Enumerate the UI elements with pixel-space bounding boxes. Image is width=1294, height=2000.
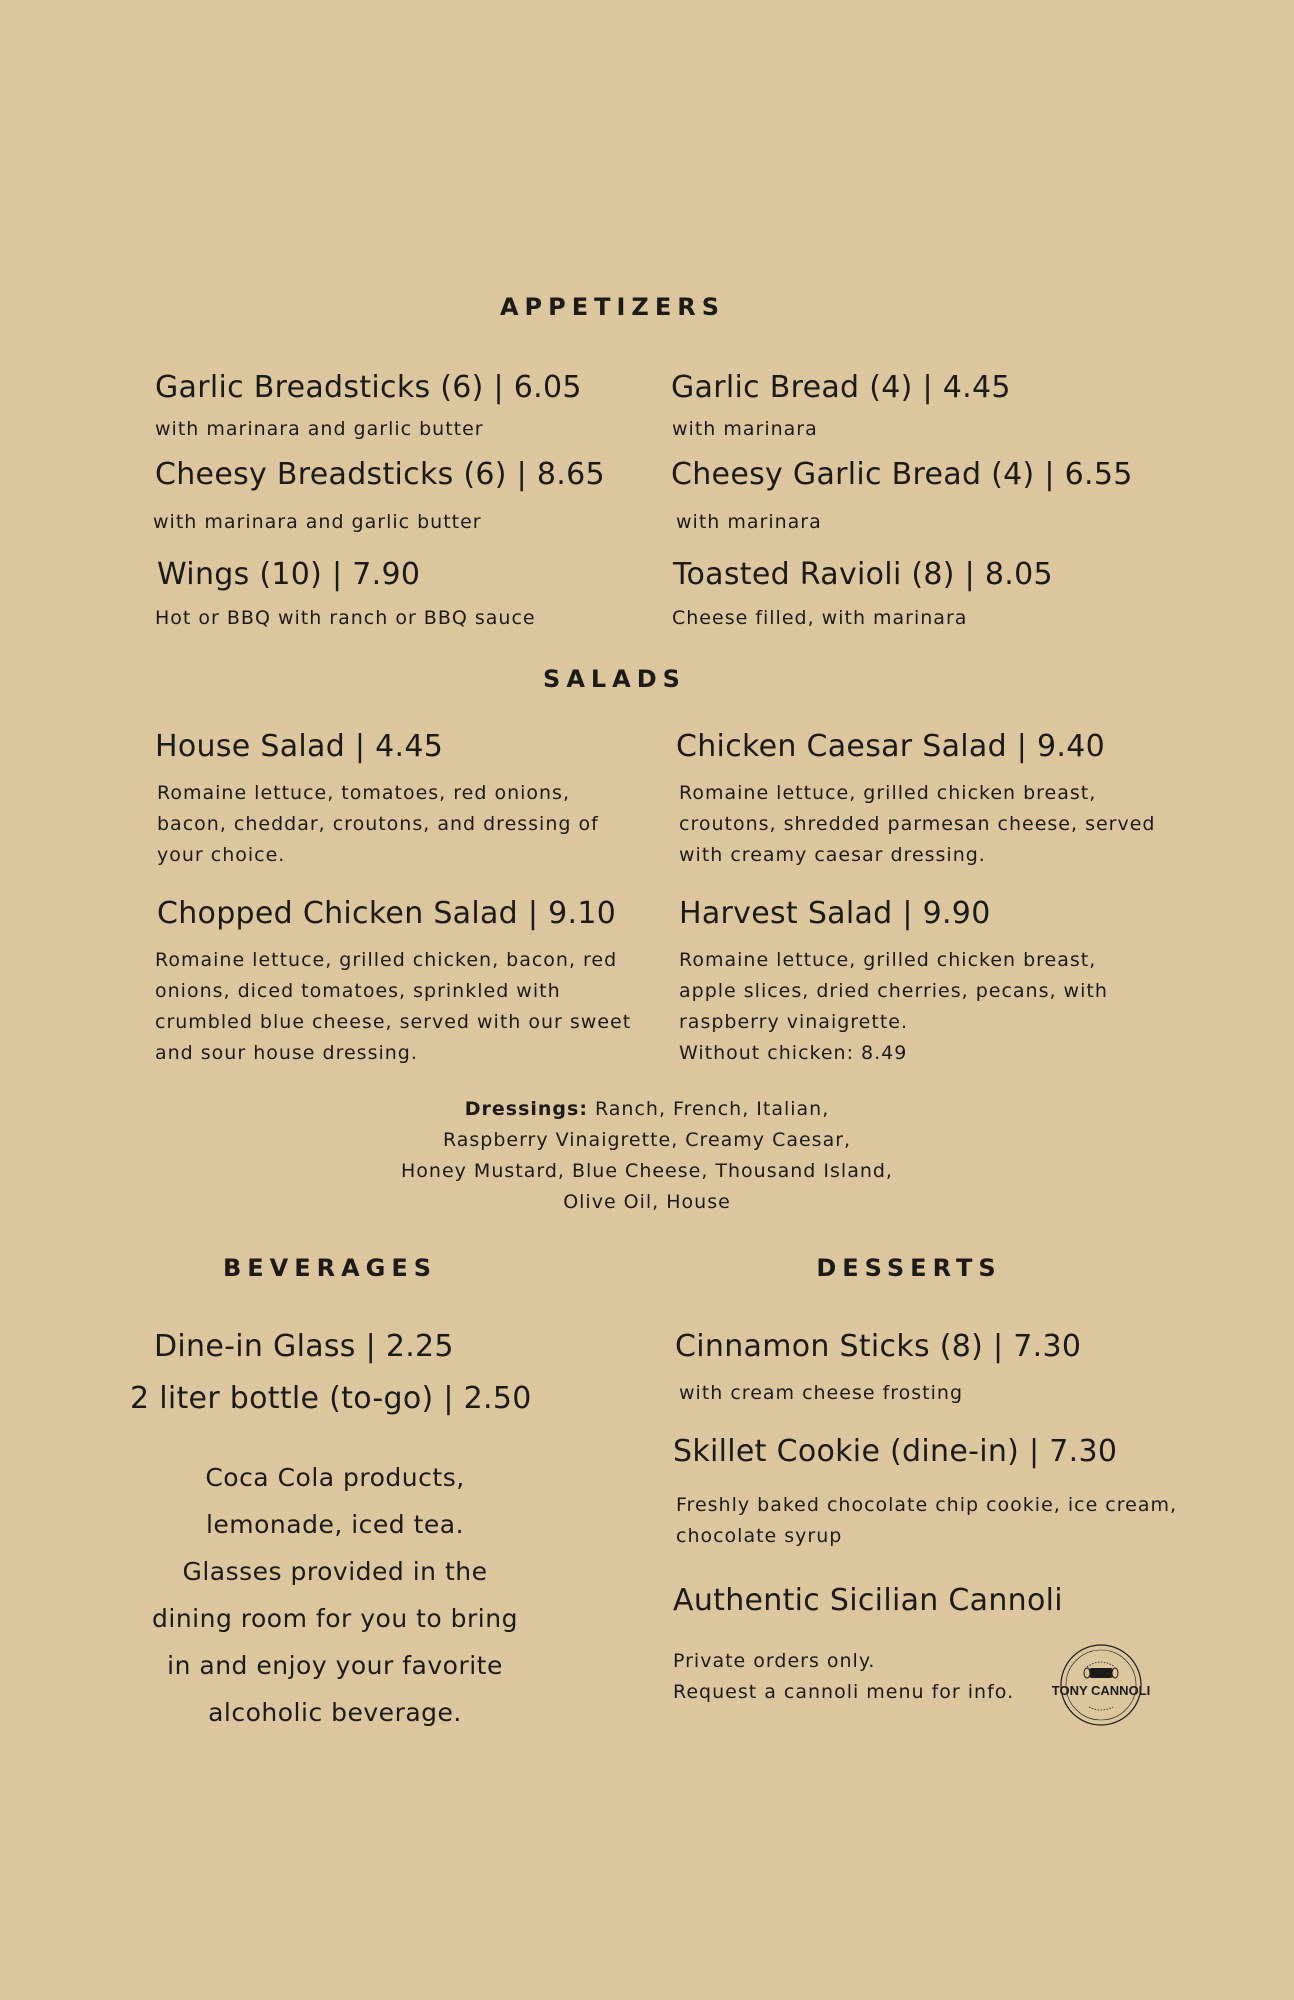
menu-item-description: Freshly baked chocolate chip cookie, ice cream, chocolate syrup (676, 1494, 1178, 1547)
menu-item-description: Romaine lettuce, grilled chicken, bacon, red onions, diced tomatoes, sprinkled with crumbled blue cheese, served with our sweet and sour house dressing. (155, 949, 632, 1064)
menu-item-description: with marinara and garlic butter (153, 511, 482, 533)
menu-item-title: Cheesy Breadsticks (6) | 8.65 (155, 457, 605, 492)
menu-item-title: House Salad | 4.45 (155, 729, 444, 764)
appetizers-heading: APPETIZERS (499, 293, 725, 321)
menu-item-description: Private orders only. Request a cannoli menu for info. (673, 1650, 1015, 1703)
menu-item-title: Skillet Cookie (dine-in) | 7.30 (673, 1434, 1118, 1469)
logo-text: TONY CANNOLI (1051, 1683, 1151, 1698)
menu-item-title: Chopped Chicken Salad | 9.10 (157, 896, 617, 931)
menu-item-title: 2 liter bottle (to-go) | 2.50 (130, 1381, 532, 1416)
menu-item-description: with cream cheese frosting (679, 1382, 964, 1404)
menu-item-description: with marinara (672, 418, 818, 440)
menu-item-description: Romaine lettuce, grilled chicken breast, croutons, shredded parmesan cheese, served with creamy caesar dressing. (679, 782, 1156, 866)
menu-item-title: Toasted Ravioli (8) | 8.05 (673, 557, 1053, 592)
dressings-list: Dressings: Ranch, French, Italian, Raspberry Vinaigrette, Creamy Caesar, Honey Mustard, Blue Cheese, Thousand Island, Olive Oil, House (401, 1098, 893, 1213)
menu-item-title: Chicken Caesar Salad | 9.40 (676, 729, 1106, 764)
salads-heading: SALADS (543, 665, 686, 693)
menu-item-description: with marinara (676, 511, 822, 533)
menu-item-title: Authentic Sicilian Cannoli (673, 1583, 1063, 1618)
menu-item-title: Cinnamon Sticks (8) | 7.30 (675, 1329, 1082, 1364)
menu-item-description: Hot or BBQ with ranch or BBQ sauce (155, 607, 536, 629)
menu-item-title: Cheesy Garlic Bread (4) | 6.55 (671, 457, 1133, 492)
menu-item-title: Wings (10) | 7.90 (157, 557, 421, 592)
menu-item-description: Romaine lettuce, grilled chicken breast, apple slices, dried cherries, pecans, with raspberry vinaigrette. Without chicken: 8.49 (679, 949, 1108, 1064)
menu-item-description: Romaine lettuce, tomatoes, red onions, bacon, cheddar, croutons, and dressing of your choice. (157, 782, 599, 866)
beverages-heading: BEVERAGES (222, 1254, 438, 1282)
menu-item-title: Garlic Breadsticks (6) | 6.05 (155, 370, 582, 405)
beverages-description: Coca Cola products, lemonade, iced tea. Glasses provided in the dining room for you to bring in and enjoy your favorite alcoholic beverage. (152, 1463, 518, 1727)
menu-item-description: with marinara and garlic butter (155, 418, 484, 440)
menu-item-title: Garlic Bread (4) | 4.45 (671, 370, 1011, 405)
desserts-heading: DESSERTS (816, 1254, 1002, 1282)
menu-item-description: Cheese filled, with marinara (672, 607, 968, 629)
tony-cannoli-logo-icon (1051, 1641, 1151, 1729)
menu-item-title: Dine-in Glass | 2.25 (154, 1329, 454, 1364)
menu-item-title: Harvest Salad | 9.90 (679, 896, 991, 931)
